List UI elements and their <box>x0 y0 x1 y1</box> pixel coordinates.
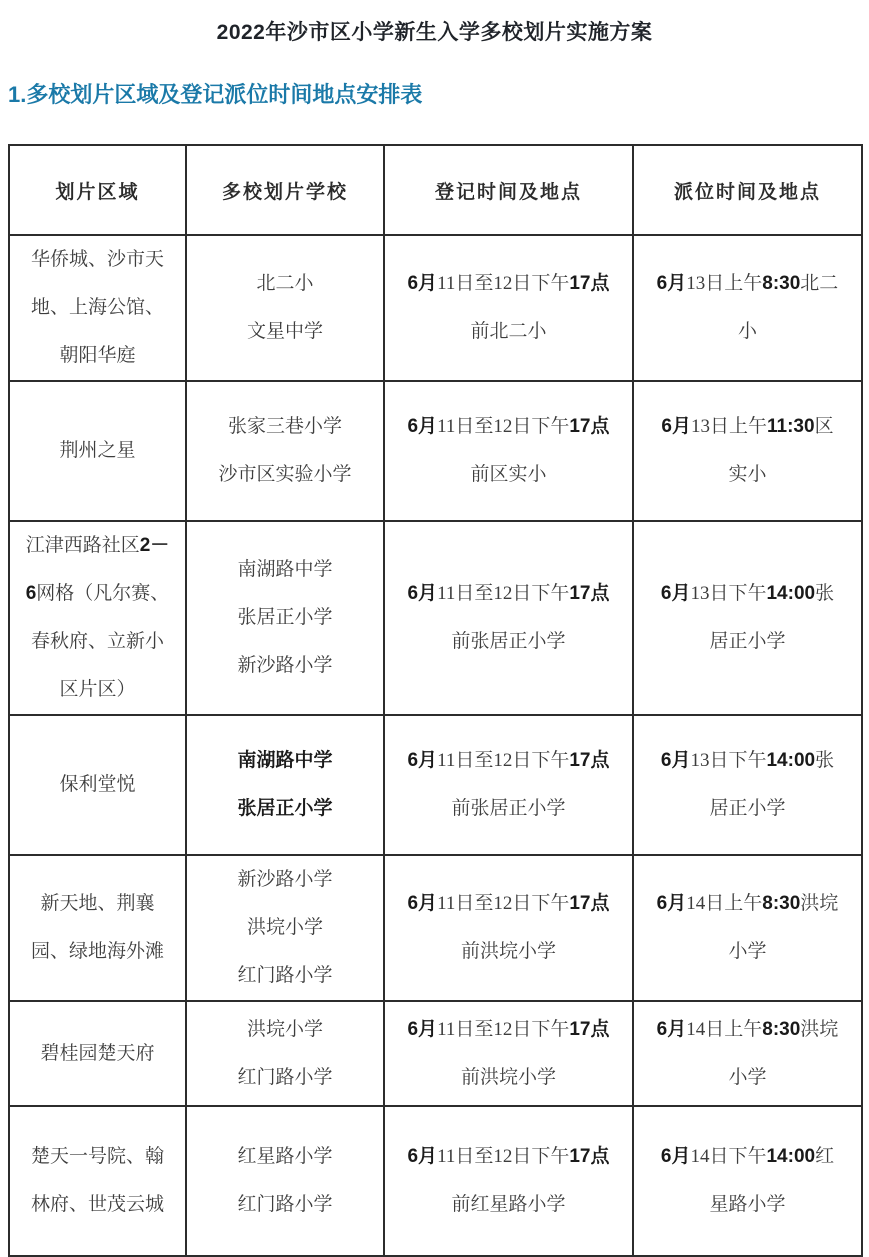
text-segment: 文星中学 <box>246 321 323 342</box>
text-segment: 2－ <box>139 535 170 556</box>
text-segment: 17点 <box>569 1146 610 1167</box>
text-segment: 洪垸小学 <box>246 917 323 938</box>
text-segment: 荆州之星 <box>59 440 136 461</box>
cell-line <box>391 403 626 451</box>
text-segment: 红门路小学 <box>237 965 333 986</box>
schools-cell <box>186 1001 384 1106</box>
text-segment: 楚天一号院、翰 <box>30 1146 164 1167</box>
cell-line <box>391 308 626 356</box>
register-cell <box>384 381 633 521</box>
schools-cell <box>186 235 384 381</box>
text-segment: 6月 <box>660 1146 691 1167</box>
text-segment: 6月 <box>407 1018 438 1040</box>
register-cell <box>384 1001 633 1106</box>
text-segment: 朝阳华庭 <box>59 345 136 366</box>
text-segment: 8:30 <box>762 273 801 294</box>
text-segment: 居正小学 <box>709 798 786 819</box>
cell-line <box>16 618 179 666</box>
register-cell <box>384 855 633 1001</box>
text-segment: 6月 <box>407 750 438 771</box>
text-segment: 17点 <box>569 583 610 604</box>
cell-line <box>391 737 626 785</box>
text-segment: 春秋府、立新小 <box>30 631 164 652</box>
text-segment: 6月 <box>407 583 438 604</box>
text-segment: 17点 <box>569 750 610 771</box>
text-segment: 洪垸小学 <box>246 1018 323 1040</box>
text-segment: 实小 <box>728 464 767 485</box>
cell-line <box>640 570 855 618</box>
text-segment: 红门路小学 <box>237 1066 333 1088</box>
cell-line <box>640 260 855 308</box>
text-segment: 江津西路社区 <box>25 535 140 556</box>
text-segment: 17点 <box>569 1018 610 1040</box>
text-segment: 南湖路中学 <box>237 750 333 771</box>
text-segment: 区 <box>814 416 834 437</box>
cell-line <box>640 1181 855 1229</box>
cell-line <box>16 236 179 284</box>
text-segment: 红 <box>815 1146 835 1167</box>
cell-line <box>391 928 626 976</box>
cell-line <box>640 1054 855 1102</box>
text-segment: 17点 <box>569 273 610 294</box>
text-segment: 新沙路小学 <box>237 655 333 676</box>
header-cell-area: 划片区域 <box>9 145 186 235</box>
text-segment: 小学 <box>728 1066 767 1088</box>
text-segment: 南湖路中学 <box>237 559 333 580</box>
text-segment: 14日下午 <box>690 1146 767 1167</box>
cell-line <box>391 260 626 308</box>
cell-line <box>391 1006 626 1054</box>
area-cell <box>9 855 186 1001</box>
cell-line <box>640 737 855 785</box>
text-segment: 保利堂悦 <box>59 774 136 795</box>
cell-line <box>391 1133 626 1181</box>
table-row <box>9 855 862 1001</box>
text-segment: 17点 <box>569 416 610 437</box>
text-segment: 11日至12日下午 <box>437 1018 570 1040</box>
cell-line <box>391 570 626 618</box>
assign-cell <box>633 1001 862 1106</box>
cell-line <box>16 1181 179 1229</box>
cell-line <box>16 1133 179 1181</box>
text-segment: 14日上午 <box>686 893 763 914</box>
cell-line <box>193 904 377 952</box>
text-segment: 14:00 <box>766 583 816 604</box>
zoning-table <box>8 144 863 1257</box>
table-body <box>9 235 862 1256</box>
assign-cell <box>633 1106 862 1256</box>
schools-cell <box>186 381 384 521</box>
text-segment: 前北二小 <box>470 321 547 342</box>
text-segment: 6月 <box>656 273 687 294</box>
cell-line <box>193 1181 377 1229</box>
text-segment: 张居正小学 <box>237 607 333 628</box>
schools-cell <box>186 855 384 1001</box>
text-segment: 8:30 <box>762 893 801 914</box>
text-segment: 碧桂园楚天府 <box>40 1042 155 1064</box>
text-segment: 6月 <box>407 893 438 914</box>
text-segment: 小学 <box>728 941 767 962</box>
text-segment: 前区实小 <box>470 464 547 485</box>
cell-line <box>193 308 377 356</box>
text-segment: 14日上午 <box>686 1018 763 1040</box>
header-cell-schools: 多校划片学校 <box>186 145 384 235</box>
cell-line <box>640 451 855 499</box>
text-segment: 11日至12日下午 <box>437 583 570 604</box>
text-segment: 网格（凡尔赛、 <box>36 583 170 604</box>
cell-line <box>193 1133 377 1181</box>
text-segment: 8:30 <box>762 1018 801 1040</box>
cell-line <box>640 308 855 356</box>
cell-line <box>16 332 179 380</box>
text-segment: 前洪垸小学 <box>460 941 556 962</box>
cell-line <box>640 1006 855 1054</box>
text-segment: 13日上午 <box>691 416 768 437</box>
assign-cell <box>633 855 862 1001</box>
header-cell-assign: 派位时间及地点 <box>633 145 862 235</box>
text-segment: 13日下午 <box>690 583 767 604</box>
cell-line <box>640 1133 855 1181</box>
cell-line <box>391 785 626 833</box>
text-segment: 17点 <box>569 893 610 914</box>
schools-cell <box>186 715 384 855</box>
text-segment: 洪垸 <box>800 1018 839 1040</box>
cell-line <box>16 666 179 714</box>
text-segment: 6月 <box>660 583 691 604</box>
text-segment: 地、上海公馆、 <box>30 297 164 318</box>
area-cell <box>9 1001 186 1106</box>
text-segment: 张 <box>815 583 835 604</box>
table-row <box>9 235 862 381</box>
cell-line <box>16 284 179 332</box>
cell-line <box>16 570 179 618</box>
table-row <box>9 1001 862 1106</box>
table-row <box>9 715 862 855</box>
cell-line <box>391 1054 626 1102</box>
text-segment: 11:30 <box>767 416 815 437</box>
register-cell <box>384 715 633 855</box>
cell-line <box>193 403 377 451</box>
text-segment: 11日至12日下午 <box>437 893 570 914</box>
text-segment: 6月 <box>660 750 691 771</box>
text-segment: 14:00 <box>766 750 816 771</box>
cell-line <box>16 522 179 570</box>
cell-line <box>193 451 377 499</box>
text-segment: 张家三巷小学 <box>227 416 342 437</box>
text-segment: 6月 <box>656 1018 687 1040</box>
text-segment: 6月 <box>407 416 438 437</box>
cell-line <box>193 785 377 833</box>
text-segment: 前张居正小学 <box>451 631 566 652</box>
text-segment: 北二 <box>800 273 839 294</box>
text-segment: 6月 <box>661 416 691 437</box>
cell-line <box>640 618 855 666</box>
text-segment: 6月 <box>656 893 687 914</box>
table-row <box>9 381 862 521</box>
text-segment: 6月 <box>407 1146 438 1167</box>
cell-line <box>640 880 855 928</box>
text-segment: 星路小学 <box>709 1194 786 1215</box>
cell-line <box>193 952 377 1000</box>
header-cell-register: 登记时间及地点 <box>384 145 633 235</box>
table-row <box>9 521 862 715</box>
header-row <box>9 145 862 235</box>
register-cell <box>384 235 633 381</box>
text-segment: 区片区） <box>59 679 136 700</box>
text-segment: 11日至12日下午 <box>437 750 570 771</box>
text-segment: 洪垸 <box>800 893 839 914</box>
section-heading: 1.多校划片区域及登记派位时间地点安排表 <box>8 82 423 107</box>
text-segment: 新天地、荆襄 <box>40 893 155 914</box>
text-segment: 林府、世茂云城 <box>30 1194 164 1215</box>
cell-line <box>193 1054 377 1102</box>
cell-line <box>640 928 855 976</box>
page-title: 2022年沙市区小学新生入学多校划片实施方案 <box>216 21 653 44</box>
text-segment: 前洪垸小学 <box>460 1066 556 1088</box>
cell-line <box>193 737 377 785</box>
text-segment: 张居正小学 <box>237 798 333 819</box>
text-segment: 园、绿地海外滩 <box>30 941 164 962</box>
text-segment: 6 <box>25 583 37 604</box>
text-segment: 14:00 <box>766 1146 816 1167</box>
register-cell <box>384 521 633 715</box>
cell-line <box>193 260 377 308</box>
area-cell <box>9 1106 186 1256</box>
area-cell <box>9 521 186 715</box>
cell-line <box>16 1030 179 1078</box>
table-header <box>9 145 862 235</box>
assign-cell <box>633 521 862 715</box>
assign-cell <box>633 381 862 521</box>
cell-line <box>16 761 179 809</box>
schools-cell <box>186 521 384 715</box>
text-segment: 11日至12日下午 <box>437 416 570 437</box>
cell-line <box>16 880 179 928</box>
area-cell <box>9 715 186 855</box>
register-cell <box>384 1106 633 1256</box>
cell-line <box>640 785 855 833</box>
text-segment: 张 <box>815 750 835 771</box>
table-row <box>9 1106 862 1256</box>
schools-cell <box>186 1106 384 1256</box>
cell-line <box>193 642 377 690</box>
cell-line <box>16 928 179 976</box>
text-segment: 前张居正小学 <box>451 798 566 819</box>
cell-line <box>391 451 626 499</box>
text-segment: 华侨城、沙市天 <box>30 249 164 270</box>
text-segment: 11日至12日下午 <box>437 1146 570 1167</box>
text-segment: 前红星路小学 <box>451 1194 566 1215</box>
assign-cell <box>633 715 862 855</box>
text-segment: 居正小学 <box>709 631 786 652</box>
assign-cell <box>633 235 862 381</box>
text-segment: 红门路小学 <box>237 1194 333 1215</box>
text-segment: 11日至12日下午 <box>437 273 570 294</box>
text-segment: 红星路小学 <box>237 1146 333 1167</box>
text-segment: 北二小 <box>256 273 314 294</box>
cell-line <box>391 880 626 928</box>
cell-line <box>391 618 626 666</box>
text-segment: 小 <box>737 321 757 342</box>
text-segment: 6月 <box>407 273 438 294</box>
cell-line <box>193 546 377 594</box>
area-cell <box>9 235 186 381</box>
cell-line <box>16 427 179 475</box>
cell-line <box>391 1181 626 1229</box>
text-segment: 沙市区实验小学 <box>218 464 352 485</box>
cell-line <box>640 403 855 451</box>
text-segment: 新沙路小学 <box>237 869 333 890</box>
text-segment: 13日上午 <box>686 273 763 294</box>
cell-line <box>193 594 377 642</box>
area-cell <box>9 381 186 521</box>
cell-line <box>193 856 377 904</box>
text-segment: 13日下午 <box>690 750 767 771</box>
cell-line <box>193 1006 377 1054</box>
